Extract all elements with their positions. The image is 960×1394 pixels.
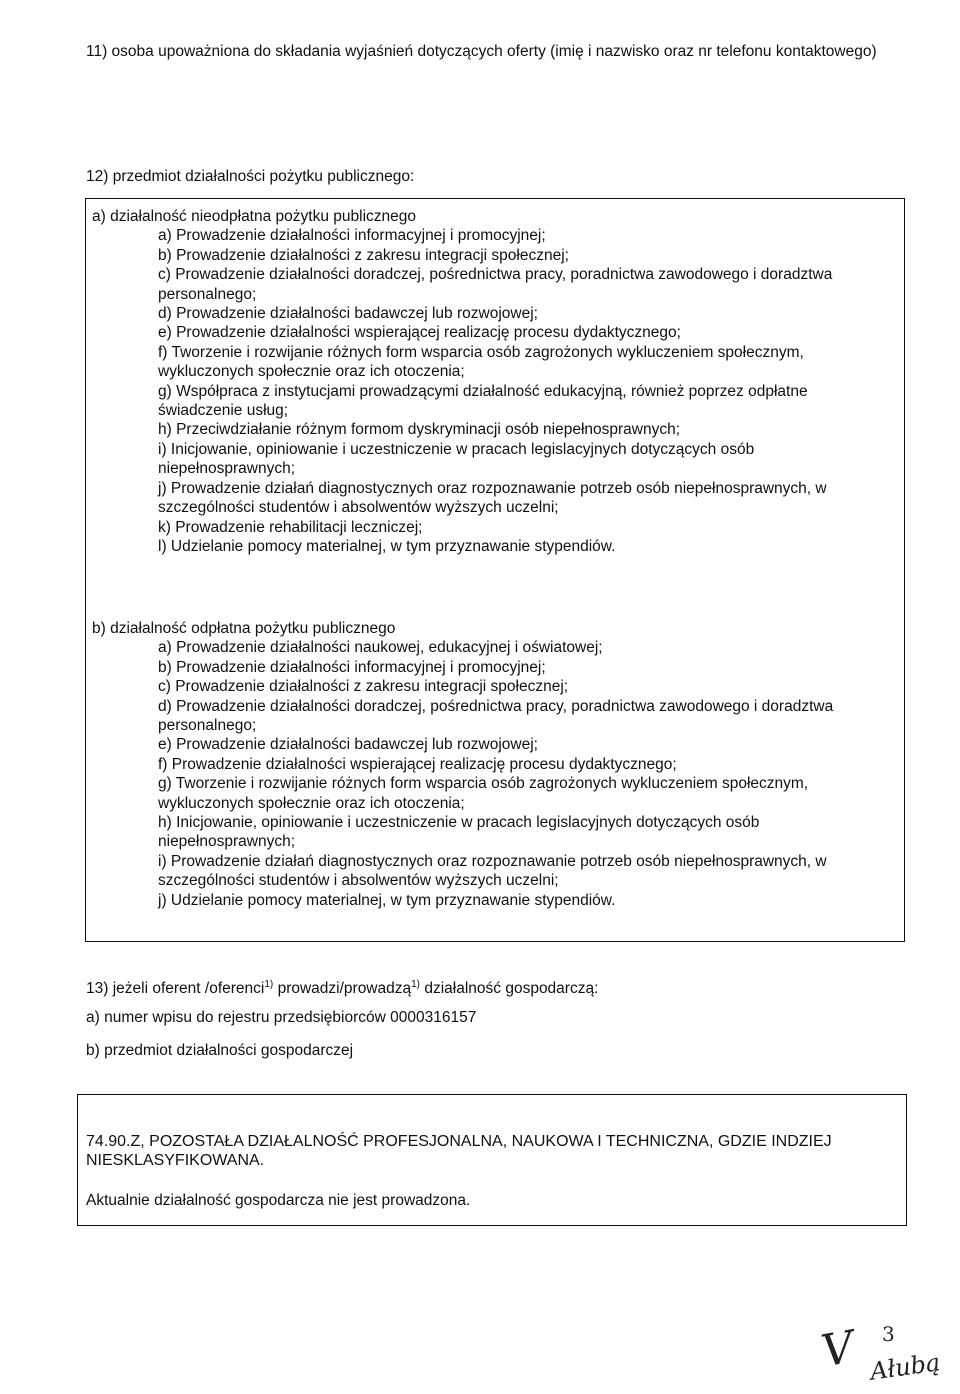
list-item: d) Prowadzenie działalności doradczej, pośrednictwa pracy, poradnictwa zawodowego i doradztwa personalnego; xyxy=(158,697,834,735)
list-item: h) Inicjowanie, opiniowanie i uczestniczenie w pracach legislacyjnych dotyczących osób niepełnosprawnych; xyxy=(158,814,760,851)
page-number: 3 xyxy=(882,1322,895,1346)
initials-mark: V xyxy=(817,1321,858,1378)
list-item: f) Prowadzenie działalności wspierającej realizację procesu dydaktycznego; xyxy=(158,755,677,773)
business-activity-code: 74.90.Z, POZOSTAŁA DZIAŁALNOŚĆ PROFESJONALNA, NAUKOWA I TECHNICZNA, GDZIE INDZIEJ NIESKLASYFIKOWANA. xyxy=(86,1133,832,1170)
section-11-text: 11) osoba upoważniona do składania wyjaśnień dotyczących oferty (imię i nazwisko oraz nr telefonu kontaktowego) xyxy=(86,43,877,60)
business-activity-note: Aktualnie działalność gospodarcza nie jest prowadzona. xyxy=(86,1192,471,1209)
list-item: c) Prowadzenie działalności z zakresu integracji społecznej; xyxy=(158,678,569,696)
handwritten-signature: Ałubą xyxy=(868,1348,942,1386)
list-item: a) Prowadzenie działalności naukowej, edukacyjnej i oświatowej; xyxy=(158,639,603,657)
list-item: g) Współpraca z instytucjami prowadzącymi działalność edukacyjną, również poprzez odpłatne świadczenie usług; xyxy=(158,382,808,420)
list-item: j) Prowadzenie działań diagnostycznych oraz rozpoznawanie potrzeb osób niepełnosprawnych, w szczególności studentów i absolwentów wyższych uczelni; xyxy=(158,479,827,517)
list-item: j) Udzielanie pomocy materialnej, w tym przyznawanie stypendiów. xyxy=(158,891,616,909)
list-item: i) Inicjowanie, opiniowanie i uczestniczenie w pracach legislacyjnych dotyczących osób niepełnosprawnych; xyxy=(158,440,755,478)
footnote-marker: 1) xyxy=(264,979,274,990)
business-subject-label: b) przedmiot działalności gospodarczej xyxy=(86,1042,354,1059)
list-item: d) Prowadzenie działalności badawczej lub rozwojowej; xyxy=(158,305,538,323)
list-item: h) Przeciwdziałanie różnym formom dyskryminacji osób niepełnosprawnych; xyxy=(158,421,681,439)
section-13-title-post: działalność gospodarczą: xyxy=(420,980,599,998)
list-item: b) Prowadzenie działalności informacyjnej i promocyjnej; xyxy=(158,658,546,676)
paid-heading: b) działalność odpłatna pożytku publicznego xyxy=(92,620,396,637)
unpaid-activity-list xyxy=(158,226,868,556)
list-item: l) Udzielanie pomocy materialnej, w tym przyznawanie stypendiów. xyxy=(158,537,616,555)
paid-activity-block xyxy=(92,619,882,910)
section-13-title xyxy=(86,975,886,999)
list-item: e) Prowadzenie działalności badawczej lub rozwojowej; xyxy=(158,736,538,754)
paid-activity-list xyxy=(158,638,868,910)
registry-number: a) numer wpisu do rejestru przedsiębiorców 0000316157 xyxy=(86,1009,477,1026)
list-item: i) Prowadzenie działań diagnostycznych oraz rozpoznawanie potrzeb osób niepełnosprawnych, w szczególności studentów i absolwentów wyższych uczelni; xyxy=(158,852,827,890)
footnote-marker: 1) xyxy=(411,979,421,990)
unpaid-activity-block xyxy=(92,207,882,556)
section-12-title: 12) przedmiot działalności pożytku publicznego: xyxy=(86,168,415,185)
list-item: g) Tworzenie i rozwijanie różnych form wsparcia osób zagrożonych wykluczeniem społecznym, wykluczonych społecznie oraz ich otoczenia; xyxy=(158,775,809,812)
section-13-title-mid: prowadzi/prowadzą xyxy=(273,980,412,998)
unpaid-heading: a) działalność nieodpłatna pożytku publicznego xyxy=(92,208,416,225)
list-item: f) Tworzenie i rozwijanie różnych form wsparcia osób zagrożonych wykluczeniem społecznym, wykluczonych społecznie oraz ich otoczenia; xyxy=(158,343,804,381)
list-item: a) Prowadzenie działalności informacyjnej i promocyjnej; xyxy=(158,227,546,245)
list-item: b) Prowadzenie działalności z zakresu integracji społecznej; xyxy=(158,246,569,264)
list-item: c) Prowadzenie działalności doradczej, pośrednictwa pracy, poradnictwa zawodowego i doradztwa personalnego; xyxy=(158,266,833,303)
list-item: k) Prowadzenie rehabilitacji leczniczej; xyxy=(158,518,423,536)
section-13-title-pre: 13) jeżeli oferent /oferenci xyxy=(86,980,265,998)
list-item: e) Prowadzenie działalności wspierającej realizację procesu dydaktycznego; xyxy=(158,324,681,342)
